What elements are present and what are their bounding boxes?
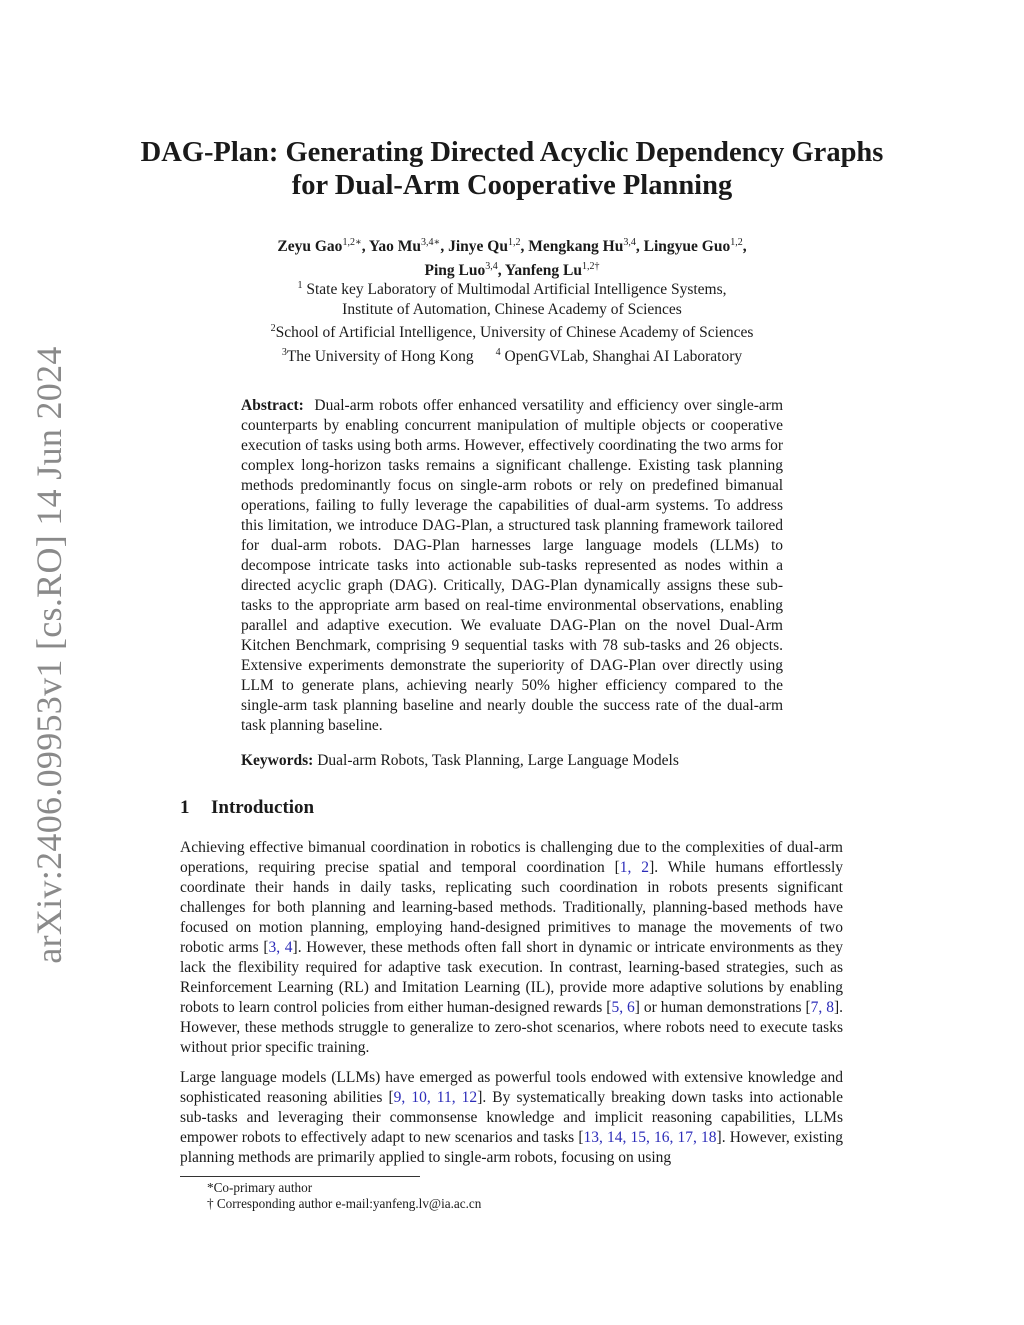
author-affil-mark: 1,2 (507, 237, 521, 248)
arxiv-stamp (28, 346, 70, 964)
body-text: ]. However, these methods struggle to generalize to zero-shot scenarios, where robots need to execute tasks without prior specific training. (180, 999, 844, 1056)
author-line-1 (180, 233, 844, 257)
affil-text: OpenGVLab, Shanghai AI Laboratory (504, 347, 743, 365)
citation-link[interactable]: 7, 8 (810, 999, 834, 1016)
body-text: Large language models (LLMs) have emerged as powerful tools endowed with extensive knowledge and sophisticated reasoning abilities [ (180, 1069, 843, 1106)
body-text: Achieving effective bimanual coordination in robotics is challenging due to the complexities of dual-arm operations, requiring precise spatial and temporal coordination [ (180, 839, 843, 876)
abstract (241, 396, 783, 736)
section-number: 1 (180, 797, 190, 818)
body-text: ] or human demonstrations [ (634, 999, 811, 1016)
affiliation-block (180, 276, 844, 366)
section-title: Introduction (211, 797, 315, 818)
footnote-corresponding: † Corresponding author e-mail:yanfeng.lv@ia.ac.cn (207, 1196, 482, 1211)
citation-link[interactable]: 1, 2 (619, 859, 650, 876)
citation-link[interactable]: 5, 6 (611, 999, 635, 1016)
author-affil-mark: 3,4 (623, 237, 636, 248)
author-separator: , (497, 262, 505, 280)
affiliation-1 (180, 276, 844, 300)
intro-paragraph-2 (180, 1068, 843, 1168)
body-text: ]. By systematically breaking down tasks into actionable sub-tasks and leveraging their commonsense knowledge and implicit reasoning capabilities, LLMs empower robots to effectively adapt to new scenarios and tasks [ (180, 1089, 843, 1146)
author-separator: , (440, 238, 449, 256)
author-name: Yao Mu (368, 238, 422, 256)
abstract-text: Dual-arm robots offer enhanced versatility and efficiency over single-arm counterparts by enabling concurrent manipulation of multiple objects or cooperative execution of tasks using both arms. However, effectively coordinating the two arms for complex long-horizon tasks remains a significant challenge. Existing task planning methods predominantly focus on single-arm robots or rely on predefined bimanual operations, failing to fully leverage the capabilities of dual-arm systems. To address this limitation, we introduce DAG-Plan, a structured task planning framework tailored for dual-arm robots. DAG-Plan harnesses large language models (LLMs) to decompose intricate tasks into actionable sub-tasks represented as nodes within a directed acyclic graph (DAG). Critically, DAG-Plan dynamically assigns these sub-tasks to the appropriate arm based on real-time environmental observations, enabling parallel and adaptive execution. We evaluate DAG-Plan on the novel Dual-Arm Kitchen Benchmark, comprising 9 sequential tasks with 78 sub-tasks and 26 objects. Extensive experiments demonstrate the superiority of DAG-Plan over directly using LLM to generate plans, achieving nearly 50% higher efficiency compared to the single-arm task planning baseline and nearly double the success rate of the dual-arm task planning baseline. (241, 397, 783, 734)
paper-title: DAG-Plan: Generating Directed Acyclic Dependency Graphs for Dual-Arm Cooperative Planning (140, 137, 884, 201)
affil-text: State key Laboratory of Multimodal Artificial Intelligence Systems, (306, 281, 727, 299)
affiliation-1-cont: Institute of Automation, Chinese Academy of Sciences (342, 300, 682, 318)
author-affil-mark: 3,4∗ (421, 237, 441, 248)
author-list (180, 233, 844, 281)
footnote-rule (180, 1176, 420, 1177)
affil-number: 1 (297, 280, 303, 291)
body-text: ]. However, these methods often fall short in dynamic or intricate environments as they lack the flexibility required for adaptive task execution. In contrast, learning-based strategies, such as Reinforcement Learning (RL) and Imitation Learning (IL), provide more adaptive solutions by enabling robots to learn control policies from either human-designed rewards [ (180, 939, 844, 1016)
author-separator: , (361, 238, 369, 256)
author-name: Yanfeng Lu (504, 262, 582, 280)
author-name: Lingyue Guo (643, 238, 731, 256)
affil-number: 3 (281, 346, 287, 358)
keywords-label: Keywords: (241, 752, 314, 769)
keywords-text: Dual-arm Robots, Task Planning, Large Language Models (317, 752, 679, 769)
keywords (241, 751, 783, 771)
author-name: Mengkang Hu (528, 238, 624, 256)
body-text: ]. While humans effortlessly coordinate their hands in daily tasks, replicating such coordination in robots presents significant challenges for both planning and learning-based methods. Traditionally, planning-based methods have focused on motion planning, employing hand-designed primitives to manage the movements of two robotic arms [ (180, 859, 844, 956)
author-separator: , (520, 238, 529, 256)
body-text: ]. However, existing planning methods are primarily applied to single-arm robots, focusing on using (180, 1129, 843, 1166)
author-affil-mark: 1,2 (730, 237, 743, 248)
citation-link[interactable]: 13, 14, 15, 16, 17, 18 (583, 1129, 717, 1146)
intro-paragraph-1 (180, 838, 843, 1058)
affil-number: 2 (270, 323, 276, 335)
abstract-label: Abstract: (241, 397, 304, 414)
citation-link[interactable]: 3, 4 (268, 939, 293, 956)
author-name: Ping Luo (424, 262, 486, 280)
author-separator: , (742, 238, 747, 256)
author-affil-mark: 3,4 (485, 261, 498, 273)
affiliation-3-4 (180, 343, 844, 367)
author-name: Jinye Qu (448, 238, 508, 256)
author-separator: , (635, 238, 644, 256)
affil-number: 4 (495, 346, 501, 358)
affil-text: The University of Hong Kong (286, 347, 474, 365)
section-heading (180, 797, 314, 819)
author-affil-mark: 1,2∗ (342, 237, 362, 248)
affiliation-2 (180, 319, 844, 343)
arxiv-id: arXiv:2406.09953v1 [cs.RO] 14 Jun 2024 (29, 346, 69, 964)
affil-text: School of Artificial Intelligence, University of Chinese Academy of Sciences (275, 324, 754, 342)
footnote-co-primary: *Co-primary author (207, 1180, 313, 1195)
citation-link[interactable]: 9, 10, 11, 12 (393, 1089, 478, 1106)
author-affil-mark: 1,2† (582, 261, 600, 273)
author-name: Zeyu Gao (277, 238, 343, 256)
